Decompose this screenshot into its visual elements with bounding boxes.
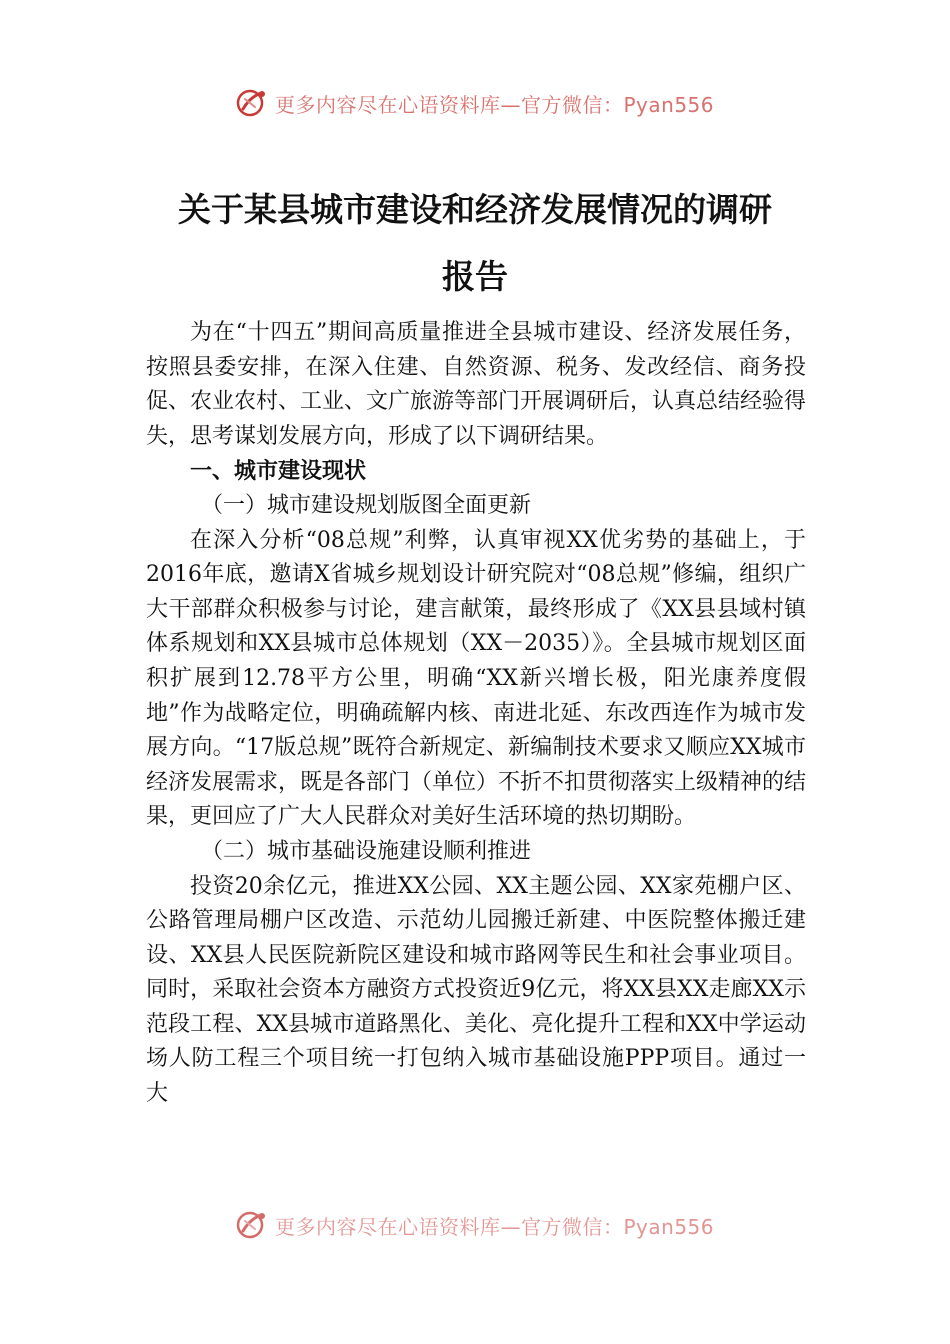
document-title-line-1: 关于某县城市建设和经济发展情况的调研 <box>178 190 772 229</box>
document-body <box>146 316 806 1112</box>
section-heading-1: 一、城市建设现状 <box>190 458 367 485</box>
header-watermark <box>235 86 714 120</box>
subsection-1-paragraph: 在深入分析“08总规”利弊，认真审视XX优劣势的基础上，于2016年底，邀请X省城乡规划设计研究院对“08总规”修编，组织广大干部群众积极参与讨论，建言献策，最终形成了《XX县县域村镇体系规划和XX县城市总体规划（XX－2035）》。全县城市规划区面积扩展到12.78平方公里，明确“XX新兴增长极，阳光康养度假地”作为战略定位，明确疏解内核、南进北延、东改西连作为城市发展方向。“17版总规”既符合新规定、新编制技术要求又顺应XX城市经济发展需求，既是各部门（单位）不折不扣贯彻落实上级精神的结果，更回应了广大人民群众对美好生活环境的热切期盼。 <box>146 527 807 830</box>
watermark-text: 更多内容尽在心语资料库—官方微信：Pyan556 <box>275 1214 715 1239</box>
intro-paragraph: 为在“十四五”期间高质量推进全县城市建设、经济发展任务，按照县委安排，在深入住建、自然资源、税务、发改经信、商务投促、农业农村、工业、文广旅游等部门开展调研后，认真总结经验得失，思考谋划发展方向，形成了以下调研结果。 <box>146 320 807 449</box>
book-logo-icon <box>235 1209 269 1241</box>
document-title-line-2: 报告 <box>442 257 508 296</box>
book-logo-icon <box>235 87 269 119</box>
subsection-heading-1: （一）城市建设规划版图全面更新 <box>201 492 532 518</box>
watermark-text: 更多内容尽在心语资料库—官方微信：Pyan556 <box>275 92 715 117</box>
subsection-heading-2: （二）城市基础设施建设顺利推进 <box>201 838 532 864</box>
footer-watermark <box>235 1208 714 1242</box>
subsection-2-paragraph: 投资20余亿元，推进XX公园、XX主题公园、XX家苑棚户区、公路管理局棚户区改造、示范幼儿园搬迁新建、中医院整体搬迁建设、XX县人民医院新院区建设和城市路网等民生和社会事业项目。同时，采取社会资本方融资方式投资近9亿元，将XX县XX走廊XX示范段工程、XX县城市道路黑化、美化、亮化提升工程和XX中学运动场人防工程三个项目统一打包纳入城市基础设施PPP项目。通过一大 <box>146 873 806 1107</box>
